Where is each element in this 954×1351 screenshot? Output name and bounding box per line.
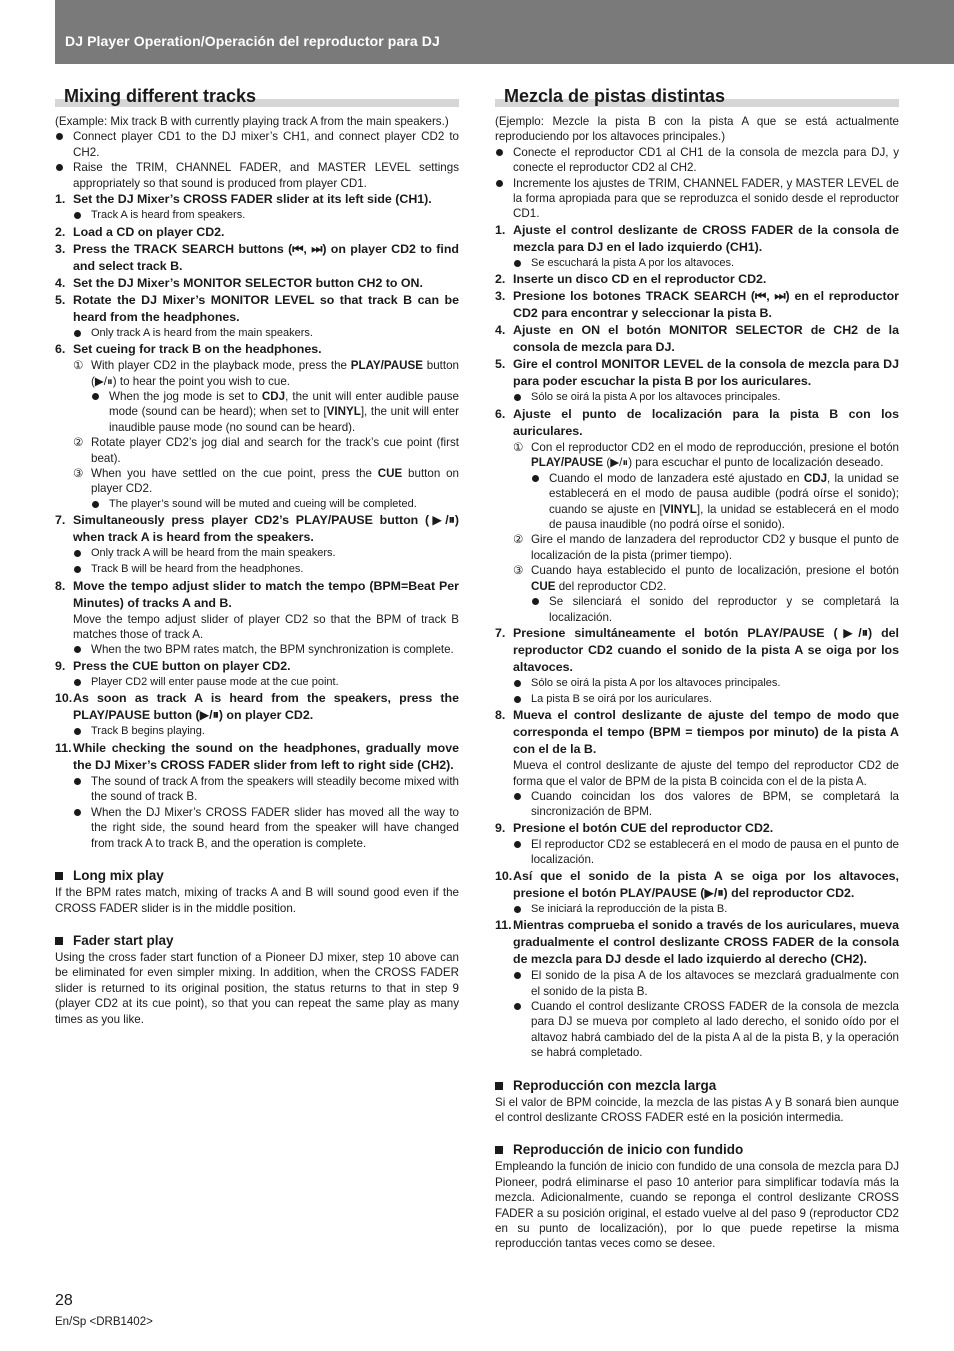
substep: ① Con el reproductor CD2 en el modo de reproducción, presione el botón PLAY/PAUSE (▶/⏸) para escuchar el punto de localización deseado.	[513, 441, 899, 470]
paragraph: Si el valor de BPM coincide, la mezcla de las pistas A y B sonará bien aunque el control deslizante CROSS FADER esté en la posición intermedia.	[495, 1095, 899, 1124]
substep: ① With player CD2 in the playback mode, press the PLAY/PAUSE button (▶/⏸) to hear the point you wish to cue.	[73, 359, 459, 388]
step-8: 8. Mueva el control deslizante de ajuste del tempo de modo que corresponda el tempo (BPM = tiempos por minuto) de la pista A con el de la B.	[495, 708, 899, 757]
list-item: Conecte el reproductor CD1 al CH1 de la consola de mezcla para DJ, y conecte el reproductor CD2 al CH2.	[495, 145, 899, 176]
list-item: Cuando coincidan los dos valores de BPM, se completará la sincronización de BPM.	[495, 789, 899, 820]
paragraph: Mueva el control deslizante de ajuste del tempo del reproductor CD2 de forma que el valor de BPM de la pista B coincida con el de la pista A.	[513, 759, 899, 788]
substep: ② Rotate player CD2’s jog dial and search for the track’s cue point (first beat).	[73, 436, 459, 465]
step-6: 6. Set cueing for track B on the headphones.	[55, 342, 322, 357]
step-10: 10. As soon as track A is heard from the speakers, press the PLAY/PAUSE button (▶/⏸) on player CD2.	[55, 691, 459, 723]
list-item: Cuando el control deslizante CROSS FADER de la consola de mezcla para DJ se mueva por completo al lado derecho, el sonido oído por el altavoz habrá cambiado del de la pista A al de la pista B, y la operación se habrá completado.	[495, 999, 899, 1061]
step-5: 5. Rotate the DJ Mixer’s MONITOR LEVEL so that track B can be heard from the headphones.	[55, 292, 459, 324]
intro-text: (Example: Mix track B with currently playing track A from the main speakers.)	[55, 115, 449, 128]
intro-text: (Ejemplo: Mezcle la pista B con la pista A que se está actualmente reproduciendo por los altavoces principales.)	[495, 115, 899, 144]
list-item: Sólo se oirá la pista A por los altavoces principales.	[495, 390, 899, 406]
list-item: Track B begins playing.	[55, 724, 459, 740]
step-4: 4. Ajuste en ON el botón MONITOR SELECTOR de CH2 de la consola de mezcla para DJ.	[495, 323, 899, 355]
list-item: The sound of track A from the speakers will steadily become mixed with the sound of track B.	[55, 774, 459, 805]
list-item: Incremente los ajustes de TRIM, CHANNEL FADER, y MASTER LEVEL de la forma apropiada para que se reproduzca el sonido desde el reproductor CD1.	[495, 176, 899, 222]
step-2: 2. Inserte un disco CD en el reproductor CD2.	[495, 272, 767, 287]
list-item: El reproductor CD2 se establecerá en el modo de pausa en el punto de localización.	[495, 837, 899, 868]
step-4: 4. Set the DJ Mixer’s MONITOR SELECTOR button CH2 to ON.	[55, 275, 423, 290]
paragraph: Using the cross fader start function of a Pioneer DJ mixer, step 10 above can be eliminated for even simpler mixing. In addition, when the CROSS FADER slider is returned to its original position, the status returns to that in step 9 (player CD2 at its cue point), so that you can repeat the same play as many times as you like.	[55, 950, 459, 1026]
step-10: 10. Así que el sonido de la pista A se oiga por los altavoces, presione el botón PLAY/PAUSE (▶/⏸) del reproductor CD2.	[495, 868, 899, 900]
subheading: Reproducción con mezcla larga	[495, 1077, 899, 1095]
step-5: 5. Gire el control MONITOR LEVEL de la consola de mezcla para DJ para poder escuchar la pista B por los auriculares.	[495, 357, 899, 389]
step-3: 3. Presione los botones TRACK SEARCH (⏮, ⏭) en el reproductor CD2 para encontrar y seleccionar la pista B.	[495, 289, 899, 321]
list-item: Track B will be heard from the headphones.	[55, 562, 459, 578]
substep: ③ Cuando haya establecido el punto de localización, presione el botón CUE del reproductor CD2.	[513, 564, 899, 593]
subheading: Long mix play	[55, 867, 459, 885]
substep: ② Gire el mando de lanzadera del reproductor CD2 y busque el punto de localización de la pista (primer tiempo).	[513, 533, 899, 562]
subheading: Reproducción de inicio con fundido	[495, 1141, 899, 1159]
document-code: En/Sp <DRB1402>	[55, 1316, 153, 1328]
page-number: 28	[55, 1292, 73, 1309]
step-1: 1. Ajuste el control deslizante de CROSS FADER de la consola de mezcla para DJ en el lado izquierdo (CH1).	[495, 222, 899, 254]
paragraph: If the BPM rates match, mixing of tracks A and B will sound good even if the CROSS FADER slider is in the middle position.	[55, 886, 459, 915]
step-6: 6. Ajuste el punto de localización para la pista B con los auriculares.	[495, 407, 899, 439]
step-7: 7. Presione simultáneamente el botón PLAY/PAUSE (▶/⏸) del reproductor CD2 cuando el sonido de la pista A se oiga por los altavoces.	[495, 625, 899, 674]
subheading: Fader start play	[55, 932, 459, 950]
step-7: 7. Simultaneously press player CD2’s PLAY/PAUSE button (▶/⏸) when track A is heard from the speakers.	[55, 513, 459, 545]
section-title: Mezcla de pistas distintas	[495, 84, 899, 108]
substep: ③ When you have settled on the cue point, press the CUE button on player CD2.	[73, 467, 459, 496]
list-item: Player CD2 will enter pause mode at the cue point.	[55, 675, 459, 691]
list-item: Se escuchará la pista A por los altavoces.	[495, 256, 899, 272]
list-item: Only track A is heard from the main speakers.	[55, 326, 459, 342]
step-11: 11. Mientras comprueba el sonido a través de los auriculares, mueva gradualmente el control deslizante CROSS FADER de la consola de mezcla para DJ desde el lado izquierdo al derecho (CH2).	[495, 918, 899, 967]
list-item: Sólo se oirá la pista A por los altavoces principales.	[495, 676, 899, 692]
list-item: Track A is heard from speakers.	[55, 208, 459, 224]
list-item: When the DJ Mixer’s CROSS FADER slider has moved all the way to the right side, the sound heard from the speaker will have changed from track A to track B, and the operation is complete.	[55, 805, 459, 851]
step-3: 3. Press the TRACK SEARCH buttons (⏮, ⏭) on player CD2 to find and select track B.	[55, 241, 459, 273]
list-item: When the two BPM rates match, the BPM synchronization is complete.	[55, 642, 459, 657]
list-item: When the jog mode is set to CDJ, the unit will enter audible pause mode (sound can be heard); when set to [VINYL], the unit will enter inaudible pause mode (no sound can be heard).	[55, 389, 459, 435]
step-9: 9. Press the CUE button on player CD2.	[55, 658, 291, 673]
step-9: 9. Presione el botón CUE del reproductor CD2.	[495, 820, 774, 835]
paragraph: Empleando la función de inicio con fundido de una consola de mezcla para DJ Pioneer, podrá eliminarse el paso 10 anterior para simplificar todavía más la mezcla. Adicionalmente, cuando se reponga el control deslizante CROSS FADER a su posición original, el estado vuelve al del paso 9 (reproductor CD2 en su punto de localización), por lo que puede repetirse la misma reproducción tantas veces como se desee.	[495, 1160, 899, 1251]
list-item: La pista B se oirá por los auriculares.	[495, 692, 899, 708]
list-item: Connect player CD1 to the DJ mixer’s CH1, and connect player CD2 to CH2.	[55, 129, 459, 160]
step-2: 2. Load a CD on player CD2.	[55, 224, 225, 239]
column-spanish	[495, 84, 899, 1252]
list-item: Raise the TRIM, CHANNEL FADER, and MASTER LEVEL settings appropriately so that sound is produced from player CD1.	[55, 160, 459, 191]
list-item: The player’s sound will be muted and cueing will be completed.	[55, 497, 459, 513]
list-item: Cuando el modo de lanzadera esté ajustado en CDJ, la unidad se establecerá en el modo de pausa audible (podrá oírse el sonido); cuando se ajuste en [VINYL], la unidad se establecerá en el modo de pausa inaudible (no podrá oírse el sonido).	[495, 471, 899, 533]
list-item: El sonido de la pisa A de los altavoces se mezclará gradualmente con el sonido de la pista B.	[495, 968, 899, 999]
step-1: 1. Set the DJ Mixer’s CROSS FADER slider at its left side (CH1).	[55, 192, 432, 207]
paragraph: Move the tempo adjust slider of player CD2 so that the BPM of track B matches those of track A.	[73, 612, 459, 642]
list-item: Se silenciará el sonido del reproductor y se completará la localización.	[495, 594, 899, 625]
header-bar	[55, 0, 954, 64]
column-english	[55, 84, 459, 1027]
step-11: 11. While checking the sound on the headphones, gradually move the DJ Mixer’s CROSS FADER slider from left to right side (CH2).	[55, 741, 459, 773]
list-item: Only track A will be heard from the main speakers.	[55, 546, 459, 562]
section-title: Mixing different tracks	[55, 84, 459, 108]
step-8: 8. Move the tempo adjust slider to match the tempo (BPM=Beat Per Minutes) of tracks A and B.	[55, 578, 459, 610]
header-title: DJ Player Operation/Operación del reproductor para DJ	[65, 33, 440, 49]
list-item: Se iniciará la reproducción de la pista B.	[495, 902, 899, 918]
